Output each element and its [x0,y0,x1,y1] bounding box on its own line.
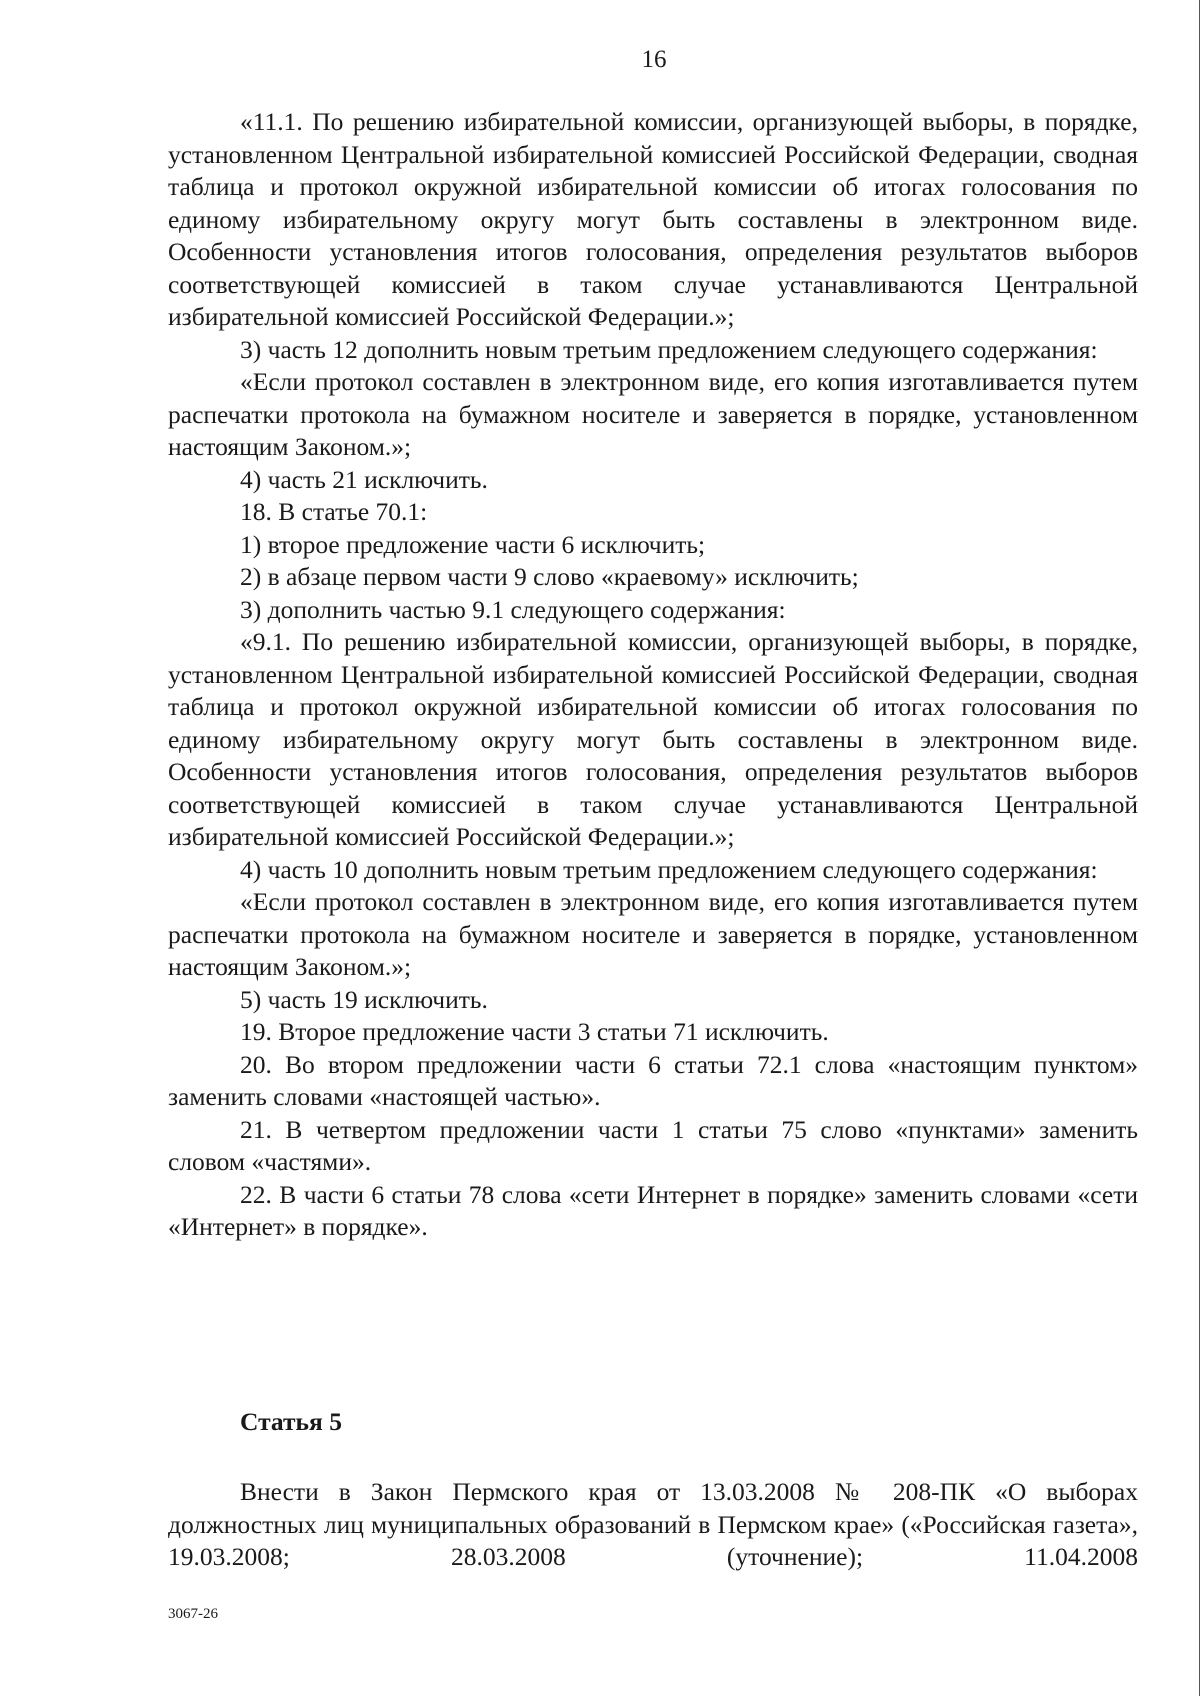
article-body [168,1476,1138,1574]
page-number: 16 [641,46,667,73]
paragraph-quote-protocol: «Если протокол составлен в электронном виде, его копия изготавливается путем распечатки протокола на бумажном носителе и заверяется в порядке, установленном настоящим Законом.»; [168,367,1138,461]
paragraph-item-4: 4) часть 21 исключить. [240,464,488,494]
paragraph-21: 21. В четвертом предложении части 1 статьи 75 слово «пунктами» заменить словом «частями». [168,1114,1138,1176]
paragraph-18-item-2: 2) в абзаце первом части 9 слово «краевому» исключить; [240,562,859,591]
paragraph-item-3: 3) часть 12 дополнить новым третьим предложением следующего содержания: [240,334,1098,364]
paragraph-20: 20. Во втором предложении части 6 статьи 72.1 слова «настоящим пунктом» заменить словами «настоящей частью». [168,1049,1138,1111]
document-body [168,106,1138,1244]
article-paragraph: Внести в Закон Пермского края от 13.03.2008 № 208-ПК «О выборах должностных лиц муниципальных образований в Пермском крае» («Российская газета», 19.03.2008; 28.03.2008 (уточнение); 11.04.2008 [168,1477,1138,1571]
article-heading: Статья 5 [240,1407,342,1436]
paragraph-19: 19. Второе предложение части 3 статьи 71 исключить. [240,1017,829,1046]
paragraph-18-item-3: 3) дополнить частью 9.1 следующего содержания: [240,594,786,624]
paragraph-18: 18. В статье 70.1: [240,497,428,526]
document-code: 3067-26 [168,1606,218,1622]
paragraph-18-item-1: 1) второе предложение части 6 исключить; [240,529,706,559]
paragraph-quote-protocol-2: «Если протокол составлен в электронном виде, его копия изготавливается путем распечатки протокола на бумажном носителе и заверяется в порядке, установленном настоящим Законом.»; [168,887,1138,981]
paragraph-11-1: «11.1. По решению избирательной комиссии, организующей выборы, в порядке, установленном Центральной избирательной комиссией Российской Федерации, сводная таблица и протокол окружной избирательной комиссии об итогах голосования по единому избирательному округу могут быть составлены в электронном виде. Особенности установления итогов голосования, определения результатов выборов соответствующей комиссией в таком случае устанавливаются Центральной избирательной комиссией Российской Федерации.»; [168,107,1138,331]
paragraph-18-item-4: 4) часть 10 дополнить новым третьим предложением следующего содержания: [240,854,1098,884]
paragraph-22: 22. В части 6 статьи 78 слова «сети Интернет в порядке» заменить словами «сети «Интернет» в порядке». [168,1179,1138,1241]
paragraph-9-1: «9.1. По решению избирательной комиссии, организующей выборы, в порядке, установленном Центральной избирательной комиссией Российской Федерации, сводная таблица и протокол окружной избирательной комиссии об итогах голосования по единому избирательному округу могут быть составлены в электронном виде. Особенности установления итогов голосования, определения результатов выборов соответствующей комиссией в таком случае устанавливаются Центральной избирательной комиссией Российской Федерации.»; [168,627,1138,851]
paragraph-18-item-5: 5) часть 19 исключить. [240,984,488,1014]
